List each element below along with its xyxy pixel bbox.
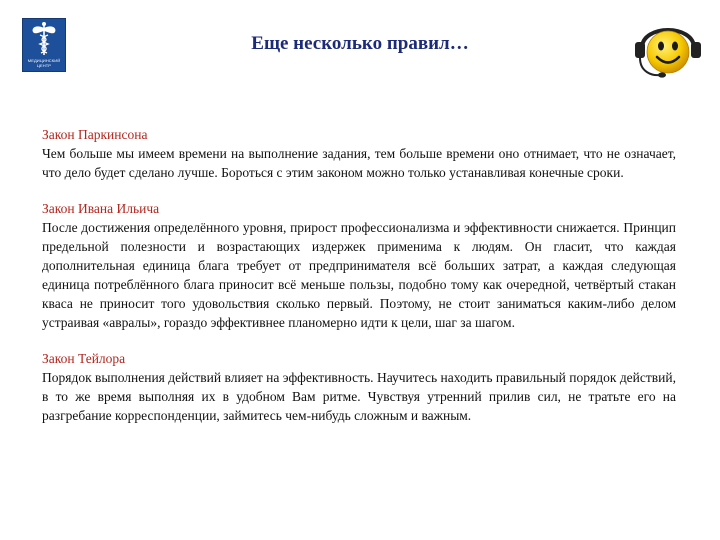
smiley-headset-icon xyxy=(630,12,706,84)
law-text: Порядок выполнения действий влияет на эффективность. Научитесь находить правильный порядок действий, в то же время выполняя их в удобном Вам ритме. Чувствуя утренний прилив сил, не тратьте его на разгребание корреспонденции, займитесь чем-нибудь сложным и важным. xyxy=(42,370,676,423)
logo xyxy=(22,18,66,72)
law-title: Закон Ивана Ильича xyxy=(42,201,160,216)
law-parkinson xyxy=(42,125,676,182)
law-text: Чем больше мы имеем времени на выполнение задания, тем больше времени оно отнимает, что не означает, что дело будет сделано лучше. Бороться с этим законом можно только устанавливая конечные сроки. xyxy=(42,146,676,180)
logo-caption: МЕДИЦИНСКИЙ ЦЕНТР xyxy=(27,58,61,68)
law-title: Закон Тейлора xyxy=(42,351,126,366)
content xyxy=(42,125,676,442)
caduceus-icon xyxy=(23,19,65,57)
page-title: Еще несколько правил… xyxy=(251,33,469,54)
law-title: Закон Паркинсона xyxy=(42,127,148,142)
law-text: После достижения определённого уровня, прирост профессионализма и эффективности снижается. Принцип предельной полезности и возрастающих издержек применима к людям. Он гласит, что каждая дополнительная единица блага требует от предпринимателя всё больших затрат, а каждая следующая единица потреблённого блага приносит всё меньше пользы, подобно тому как очередной, четвёртый стакан кваса не приносит того удовольствия сколько первый. Поэтому, не стоит заниматься каким-либо делом устраивая «авралы», гораздо эффективнее планомерно идти к цели, шаг за шагом. xyxy=(42,220,676,330)
law-taylor xyxy=(42,349,676,425)
law-ivan-ilyich xyxy=(42,199,676,332)
